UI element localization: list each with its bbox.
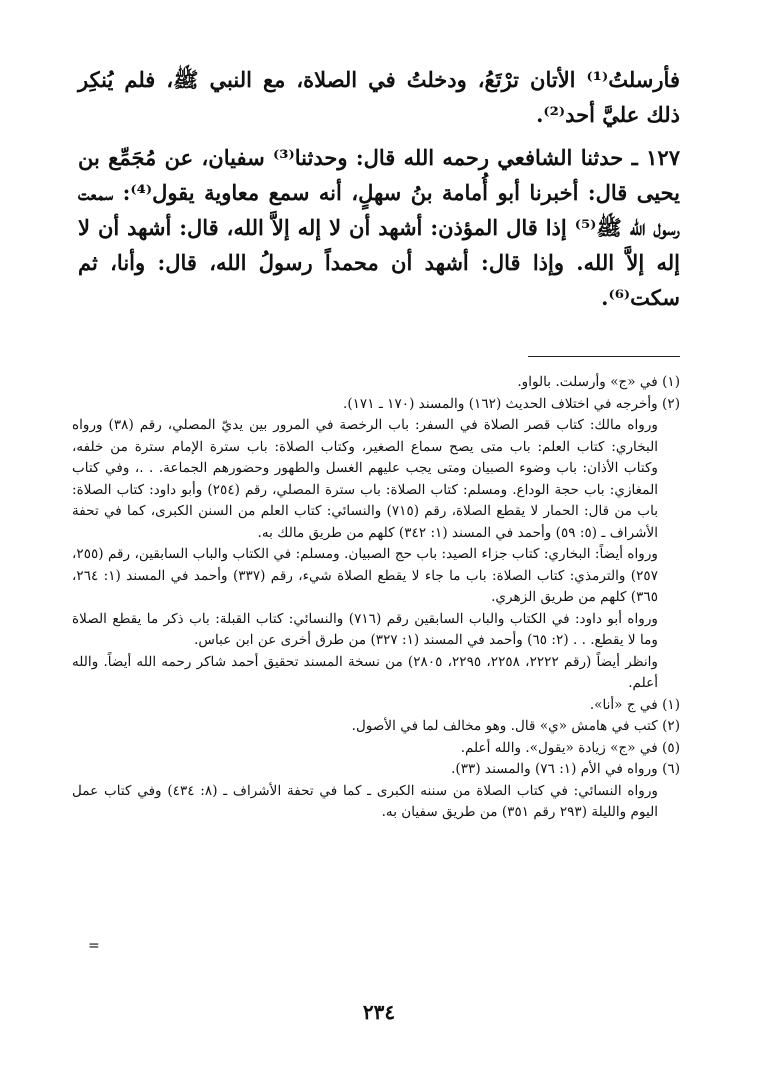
footnote: ورواه مالك: كتاب قصر الصلاة في السفر: باب الرخصة في المرور بين يديّ المصلي، رقم (٣٨) ورواه البخاري: كتاب العلم: باب متى يصح سماع الصغير، وكتاب الصلاة: باب سترة الإمام سترة من خلفه، وكتاب الأذان: باب وضوء الصبيان ومتى يجب عليهم الغسل والطهور وحضورهم الجماعة. . .، وفي كتاب المغازي: باب حجة الوداع. ومسلم: كتاب الصلاة: باب سترة المصلي، رقم (٢٥٤) وأبو داود: كتاب الصلاة: باب من قال: الحمار لا يقطع الصلاة، رقم (٧١٥) والنسائي: كتاب العلم من السنن الكبرى، كما في تحفة الأشراف ـ (٥: ٥٩) وأحمد في المسند (١: ٣٤٢) كلهم من طريق مالك به. (72, 417, 658, 541)
hadith-127: ١٢٧ ـ حدثنا الشافعي رحمه الله قال: وحدثنا⁽³⁾ سفيان، عن مُجَمِّع بن يحيى قال: أخبرنا أبو أُمامة بنُ سهلٍ، أنه سمع معاوية يقول⁽⁴⁾: سمعت رسول الله ﷺ⁽⁵⁾ إذا قال المؤذن: أشهد أن لا إله إلاَّ الله، قال: أشهد أن لا إله إلاَّ الله. وإذا قال: أشهد أن محمداً رسولُ الله، قال: وأنا، ثم سكت⁽⁶⁾. (78, 145, 680, 310)
footnote: ورواه أيضاً: البخاري: كتاب جزاء الصيد: باب حج الصبيان. ومسلم: في الكتاب والباب السابقين، رقم (٢٥٥، ٢٥٧) والترمذي: كتاب الصلاة: باب ما جاء لا يقطع الصلاة شيء، رقم (٣٣٧) وأحمد في المسند (١: ٢٦٤، ٣٦٥) كلهم من طريق الزهري. (72, 546, 658, 605)
page-number: ٢٣٤ (362, 1000, 396, 1024)
footnote: (٥) في «ج» زيادة «يقول». والله أعلم. (460, 739, 680, 756)
footnote: ورواه النسائي: في كتاب الصلاة من سننه الكبرى ـ كما في تحفة الأشراف ـ (٨: ٤٣٤) وفي كتاب عمل اليوم والليلة (٢٩٣ رقم ٣٥١) من طريق سفيان به. (72, 782, 658, 820)
footnote: (٢) وأخرجه في اختلاف الحديث (١٦٢) والمسند (١٧٠ ـ ١٧١). (343, 395, 680, 412)
footnotes (72, 372, 680, 824)
footnote: ورواه أبو داود: في الكتاب والباب السابقين رقم (٧١٦) والنسائي: كتاب القبلة: باب ذكر ما يقطع الصلاة وما لا يقطع. . . (٢: ٦٥) وأحمد في المسند (١: ٣٢٧) من طرق أخرى عن ابن عباس. (72, 610, 658, 648)
footnote: (١) في «ج» وأرسلت. بالواو. (517, 374, 680, 390)
footnote-separator (528, 356, 680, 357)
continuation-mark: = (88, 938, 100, 954)
main-line-1: فأرسلتُ⁽¹⁾ الأتان ترْتَعُ، ودخلتُ في الصلاة، مع النبي ﷺ، فلم يُنكِر ذلك عليَّ أحد⁽²⁾. (78, 67, 680, 127)
footnote: (٢) كتب في هامش «ي» قال. وهو مخالف لما في الأصول. (351, 718, 680, 734)
main-text (78, 62, 680, 315)
footnote: (٦) ورواه في الأم (١: ٧٦) والمسند (٣٣). (451, 761, 680, 777)
footnote: (١) في ج «أنا». (589, 696, 680, 713)
footnote: وانظر أيضاً (رقم ٢٢٢٢، ٢٢٥٨، ٢٢٩٥، ٢٨٠٥) من نسخة المسند تحقيق أحمد شاكر رحمه الله أيضاً. والله أعلم. (72, 653, 658, 691)
